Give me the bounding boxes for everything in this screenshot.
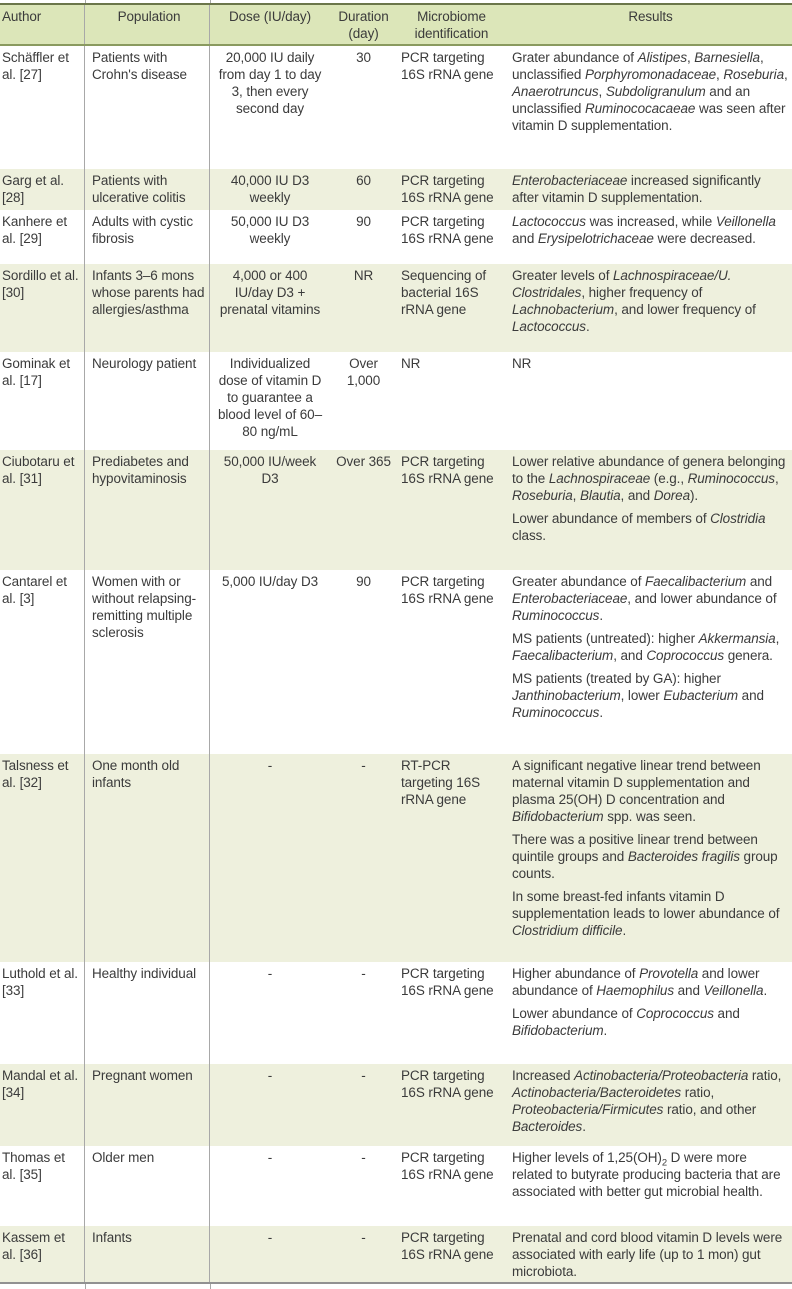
- table-top-edge: [0, 0, 792, 3]
- cell-population: One month old infants: [85, 754, 210, 962]
- column-header-microbiome: Microbiome identification: [414, 9, 489, 41]
- cell-results: Grater abundance of Alistipes, Barnesiella, unclassified Porphyromonadaceae, Roseburia, Anaerotruncus, Subdoligranulum and an unclassified Ruminococacaeae was seen after vitamin D supplementation.: [512, 50, 788, 133]
- cell-dose: 50,000 IU D3 weekly: [230, 214, 310, 246]
- cell-microbiome: PCR targeting 16S rRNA gene: [401, 50, 494, 82]
- cell-microbiome: PCR targeting 16S rRNA gene: [401, 1230, 494, 1262]
- cell-author: Gominak et al. [17]: [0, 352, 85, 450]
- grid-line-author: [85, 0, 86, 3]
- cell-author: Luthold et al. [33]: [0, 962, 85, 1064]
- cell-duration: 60: [356, 173, 371, 188]
- cell-population: Infants: [85, 1226, 210, 1282]
- grid-line-population: [210, 1284, 211, 1289]
- cell-results: Increased Actinobacteria/Proteobacteria ratio, Actinobacteria/Bacteroidetes ratio, Proteobacteria/Firmicutes ratio, and other Bacteroides.: [512, 1068, 782, 1134]
- cell-dose: 40,000 IU D3 weekly: [230, 173, 310, 205]
- cell-duration: Over 365: [336, 454, 391, 469]
- cell-population: Patients with Crohn's disease: [85, 46, 210, 169]
- cell-microbiome: PCR targeting 16S rRNA gene: [401, 574, 494, 606]
- table-header-row: [0, 3, 792, 46]
- cell-duration: 90: [356, 214, 371, 229]
- cell-results: Lower relative abundance of genera belonging to the Lachnospiraceae (e.g., Ruminococcus, Roseburia, Blautia, and Dorea). Lower abundance of members of Clostridia class.: [512, 454, 786, 543]
- cell-population: Pregnant women: [85, 1064, 210, 1146]
- table-row: [0, 264, 792, 352]
- table-row: [0, 1146, 792, 1226]
- cell-author: Talsness et al. [32]: [0, 754, 85, 962]
- cell-dose: 20,000 IU daily from day 1 to day 3, then every second day: [218, 50, 322, 116]
- cell-results: NR: [512, 356, 532, 371]
- cell-microbiome: PCR targeting 16S rRNA gene: [401, 454, 494, 486]
- cell-dose: -: [267, 1150, 273, 1165]
- cell-dose: -: [267, 1068, 273, 1083]
- cell-author: Kassem et al. [36]: [0, 1226, 85, 1282]
- cell-dose: -: [267, 1230, 273, 1245]
- cell-population: Prediabetes and hypovitaminosis: [85, 450, 210, 570]
- table-row: [0, 1226, 792, 1282]
- cell-population: Patients with ulcerative colitis: [85, 169, 210, 210]
- cell-results: Lactococcus was increased, while Veillonella and Erysipelotrichaceae were decreased.: [512, 214, 776, 246]
- table-row: [0, 46, 792, 169]
- table-row: [0, 754, 792, 962]
- table-row: [0, 570, 792, 754]
- cell-results: Greater levels of Lachnospiraceae/U. Clostridales, higher frequency of Lachnobacterium, and lower frequency of Lactococcus.: [512, 268, 756, 334]
- cell-dose: Individualized dose of vitamin D to guarantee a blood level of 60–80 ng/mL: [217, 356, 323, 439]
- cell-duration: 30: [356, 50, 371, 65]
- cell-microbiome: PCR targeting 16S rRNA gene: [401, 1150, 494, 1182]
- cell-author: Ciubotaru et al. [31]: [0, 450, 85, 570]
- cell-duration: NR: [353, 268, 374, 283]
- cell-author: Cantarel et al. [3]: [0, 570, 85, 754]
- cell-results: Prenatal and cord blood vitamin D levels were associated with early life (up to 1 mon) gut microbiota.: [512, 1230, 783, 1279]
- cell-microbiome: PCR targeting 16S rRNA gene: [401, 214, 494, 246]
- cell-population: Healthy individual: [85, 962, 210, 1064]
- vitamin-d-microbiome-table: [0, 3, 792, 1282]
- cell-dose: -: [267, 966, 273, 981]
- column-header-duration: Duration (day): [338, 9, 389, 41]
- cell-duration: -: [361, 1068, 366, 1083]
- cell-results: Higher levels of $1,25(OH)_2$ D were more related to butyrate producing bacteria that are associated with better gut microbial health.: [512, 1150, 781, 1199]
- table-row: [0, 210, 792, 264]
- cell-population: Women with or without relapsing-remitting multiple sclerosis: [85, 570, 210, 754]
- cell-author: Garg et al. [28]: [0, 169, 85, 210]
- cell-dose: 50,000 IU/week D3: [223, 454, 317, 486]
- cell-author: Thomas et al. [35]: [0, 1146, 85, 1226]
- table-body: [0, 46, 792, 1282]
- cell-population: Neurology patient: [85, 352, 210, 450]
- cell-population: Older men: [85, 1146, 210, 1226]
- cell-population: Infants 3–6 mons whose parents had allergies/asthma: [85, 264, 210, 352]
- table-row: [0, 962, 792, 1064]
- cell-results: Greater abundance of Faecalibacterium and Enterobacteriaceae, and lower abundance of Ruminococcus. MS patients (untreated): higher Akkermansia, Faecalibacterium, and Coprococcus genera. MS patients (treated by GA): higher Janthinobacterium, lower Eubacterium and Ruminococcus.: [512, 574, 780, 720]
- next-row-edge: [0, 1284, 792, 1289]
- table-row: [0, 169, 792, 210]
- cell-duration: Over 1,000: [346, 356, 381, 388]
- cell-duration: -: [361, 966, 366, 981]
- cell-duration: -: [361, 1150, 366, 1165]
- column-header-results: Results: [628, 9, 673, 24]
- grid-line-author: [85, 1284, 86, 1289]
- cell-microbiome: PCR targeting 16S rRNA gene: [401, 966, 494, 998]
- table-row: [0, 352, 792, 450]
- cell-dose: -: [267, 758, 273, 773]
- cell-microbiome: PCR targeting 16S rRNA gene: [401, 1068, 494, 1100]
- cell-author: Kanhere et al. [29]: [0, 210, 85, 264]
- cell-results: A significant negative linear trend between maternal vitamin D supplementation and plasma 25(OH) D concentration and Bifidobacterium spp. was seen. There was a positive linear trend between quintile groups and Bacteroides fragilis group counts. In some breast-fed infants vitamin D supplementation leads to lower abundance of Clostridium difficile.: [512, 758, 780, 938]
- cell-microbiome: NR: [401, 356, 421, 371]
- cell-results: Enterobacteriaceae increased significantly after vitamin D supplementation.: [512, 173, 761, 205]
- cell-dose: 4,000 or 400 IU/day D3 + prenatal vitamins: [219, 268, 321, 317]
- cell-duration: -: [361, 1230, 366, 1245]
- table-row: [0, 450, 792, 570]
- grid-line-population: [210, 0, 211, 3]
- cell-author: Sordillo et al. [30]: [0, 264, 85, 352]
- column-header-author: Author: [0, 5, 85, 44]
- cell-microbiome: PCR targeting 16S rRNA gene: [401, 173, 494, 205]
- cell-microbiome: Sequencing of bacterial 16S rRNA gene: [401, 268, 487, 317]
- cell-author: Mandal et al. [34]: [0, 1064, 85, 1146]
- column-header-population: Population: [85, 5, 210, 44]
- cell-author: Schäffler et al. [27]: [0, 46, 85, 169]
- cell-microbiome: RT-PCR targeting 16S rRNA gene: [401, 758, 481, 807]
- table-row: [0, 1064, 792, 1146]
- cell-population: Adults with cystic fibrosis: [85, 210, 210, 264]
- cell-duration: 90: [356, 574, 371, 589]
- column-header-dose: Dose (IU/day): [229, 9, 311, 24]
- cell-dose: 5,000 IU/day D3: [221, 574, 319, 589]
- cell-results: Higher abundance of Provotella and lower abundance of Haemophilus and Veillonella. Lower abundance of Coprococcus and Bifidobacterium.: [512, 966, 768, 1038]
- cell-duration: -: [361, 758, 366, 773]
